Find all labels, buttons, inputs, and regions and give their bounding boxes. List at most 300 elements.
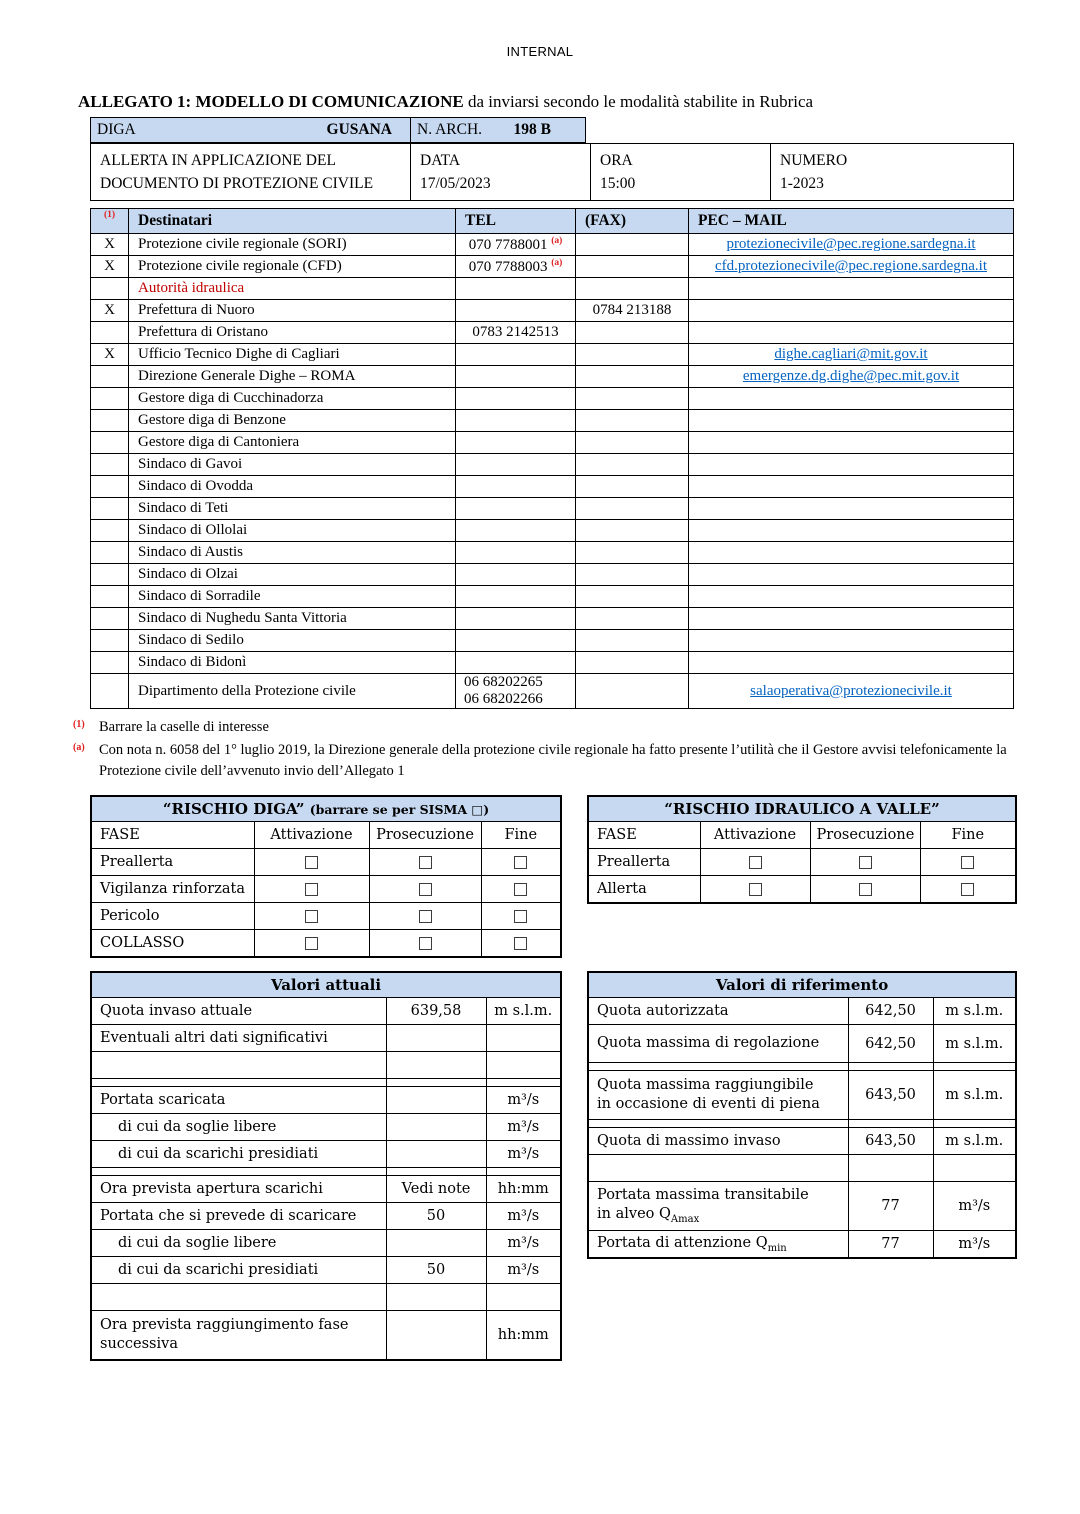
fax-cell	[576, 432, 689, 454]
valore-row	[91, 1257, 561, 1284]
destinatario-name: Sindaco di Gavoi	[129, 454, 456, 476]
pec-cell	[689, 234, 1014, 256]
row-check-cell[interactable]	[91, 608, 129, 630]
arch-label: N. ARCH.	[417, 121, 483, 138]
valore-row	[588, 1063, 1016, 1071]
row-check-cell[interactable]	[91, 498, 129, 520]
row-check-cell[interactable]: X	[91, 234, 129, 256]
row-check-cell[interactable]	[91, 366, 129, 388]
label-subscript: min	[767, 1242, 787, 1254]
col-fax: (FAX)	[576, 209, 689, 234]
valore-row	[588, 998, 1016, 1025]
row-check-cell[interactable]	[91, 520, 129, 542]
valore-value: 50	[386, 1257, 486, 1284]
checkbox-cell	[369, 849, 481, 876]
checkbox-icon[interactable]	[419, 937, 432, 950]
destinatario-name: Sindaco di Teti	[129, 498, 456, 520]
fax-cell	[576, 476, 689, 498]
checkbox-cell	[700, 876, 810, 904]
rischio-diga-table	[90, 795, 562, 958]
rischio-diga-title-row	[91, 796, 561, 822]
footnote-text: Barrare la caselle di interesse	[99, 719, 269, 735]
valore-value	[848, 1120, 933, 1128]
destinatari-row	[91, 520, 1014, 542]
pec-mail-link[interactable]: emergenze.dg.dighe@pec.mit.gov.it	[742, 368, 960, 384]
checkbox-icon[interactable]	[859, 856, 872, 869]
valore-row	[588, 1025, 1016, 1063]
row-check-cell[interactable]	[91, 410, 129, 432]
diga-value: GUSANA	[326, 121, 392, 138]
valore-unit: m³/s	[933, 1182, 1016, 1231]
valore-unit	[486, 1025, 561, 1052]
fase-row	[91, 930, 561, 958]
date-label: DATA	[420, 151, 461, 169]
dam-header-row	[91, 118, 586, 143]
row-check-cell[interactable]	[91, 454, 129, 476]
destinatario-name: Prefettura di Oristano	[129, 322, 456, 344]
col-pec-mail: PEC – MAIL	[689, 209, 1014, 234]
valore-row	[91, 1168, 561, 1176]
fax-cell	[576, 652, 689, 674]
row-check-cell[interactable]	[91, 278, 129, 300]
tel-cell	[456, 344, 576, 366]
checkbox-cell	[369, 876, 481, 903]
arch-cell	[411, 118, 586, 143]
pec-cell	[689, 256, 1014, 278]
pec-cell	[689, 454, 1014, 476]
tel-cell	[456, 542, 576, 564]
destinatario-name: Ufficio Tecnico Dighe di Cagliari	[129, 344, 456, 366]
valore-value	[386, 1284, 486, 1311]
valore-label: Ora prevista apertura scarichi	[91, 1176, 386, 1203]
checkbox-cell	[254, 876, 369, 903]
valore-value	[386, 1079, 486, 1087]
col-destinatari: Destinatari	[129, 209, 456, 234]
tel-cell	[456, 410, 576, 432]
checkbox-cell	[920, 876, 1016, 904]
valore-label	[91, 1079, 386, 1087]
checkbox-cell	[481, 903, 561, 930]
valore-label	[91, 1284, 386, 1311]
tel-cell	[456, 652, 576, 674]
valore-label: di cui da scarichi presidiati	[91, 1141, 386, 1168]
checkbox-cell	[369, 903, 481, 930]
footnotes-block	[73, 717, 1028, 782]
valore-row	[91, 1230, 561, 1257]
valore-unit	[486, 1284, 561, 1311]
col-prosecuzione: Prosecuzione	[810, 822, 920, 849]
destinatario-name: Sindaco di Olzai	[129, 564, 456, 586]
title-regular: da inviarsi secondo le modalità stabilite in Rubrica	[463, 92, 814, 111]
destinatario-name: Autorità idraulica	[129, 278, 456, 300]
valore-label: Quota autorizzata	[588, 998, 848, 1025]
tel-cell	[456, 498, 576, 520]
valore-value	[386, 1114, 486, 1141]
valore-label: di cui da soglie libere	[91, 1114, 386, 1141]
destinatari-row	[91, 498, 1014, 520]
pec-mail-link[interactable]: salaoperativa@protezionecivile.it	[750, 682, 952, 699]
checkbox-cell	[481, 849, 561, 876]
destinatario-name: Sindaco di Sedilo	[129, 630, 456, 652]
destinatari-row	[91, 366, 1014, 388]
fax-cell	[576, 454, 689, 476]
valore-value: 642,50	[848, 1025, 933, 1063]
pec-cell	[689, 586, 1014, 608]
alert-title-line2: DOCUMENTO DI PROTEZIONE CIVILE	[100, 175, 374, 192]
fax-cell	[576, 344, 689, 366]
tel-cell	[456, 388, 576, 410]
checkbox-cell	[254, 849, 369, 876]
checkbox-icon[interactable]	[419, 856, 432, 869]
valore-label: Quota di massimo invaso	[588, 1128, 848, 1155]
valore-label: Portata scaricata	[91, 1087, 386, 1114]
destinatari-row	[91, 234, 1014, 256]
footnote-ref-marker: (1)	[103, 210, 116, 220]
valore-row	[91, 1025, 561, 1052]
col-attivazione: Attivazione	[700, 822, 810, 849]
fax-cell	[576, 278, 689, 300]
valore-value: 77	[848, 1231, 933, 1259]
valore-value: Vedi note	[386, 1176, 486, 1203]
valore-unit: hh:mm	[486, 1176, 561, 1203]
checkbox-icon[interactable]	[419, 910, 432, 923]
destinatari-row	[91, 542, 1014, 564]
checkbox-icon[interactable]	[305, 883, 318, 896]
checkbox-icon[interactable]	[419, 883, 432, 896]
valore-row	[91, 1203, 561, 1230]
valori-attuali-title: Valori attuali	[91, 972, 561, 998]
fase-label: Preallerta	[91, 849, 254, 876]
valore-row	[91, 1176, 561, 1203]
valore-unit	[486, 1052, 561, 1079]
col-fine: Fine	[920, 822, 1016, 849]
pec-cell	[689, 344, 1014, 366]
rischio-diga-title-cell	[91, 796, 561, 822]
checkbox-icon[interactable]	[305, 937, 318, 950]
fax-cell	[576, 234, 689, 256]
checkbox-cell	[369, 930, 481, 958]
time-value: 15:00	[600, 175, 636, 192]
valore-label	[91, 1168, 386, 1176]
rischio-valle-title-row	[588, 796, 1016, 822]
destinatari-row	[91, 476, 1014, 498]
row-check-cell[interactable]: X	[91, 300, 129, 322]
checkbox-icon[interactable]	[514, 910, 527, 923]
destinatario-name: Protezione civile regionale (CFD)	[129, 256, 456, 278]
pec-cell	[689, 520, 1014, 542]
valore-value: 50	[386, 1203, 486, 1230]
checkbox-icon[interactable]	[514, 883, 527, 896]
number-value: 1-2023	[780, 175, 824, 192]
alert-title-cell	[91, 144, 411, 201]
checkbox-icon[interactable]	[514, 856, 527, 869]
tel-cell: 0783 2142513	[456, 322, 576, 344]
number-cell	[771, 144, 1014, 201]
alert-header-table	[90, 143, 1014, 201]
destinatari-row	[91, 608, 1014, 630]
valore-row	[588, 1120, 1016, 1128]
pec-cell	[689, 432, 1014, 454]
valore-unit: m³/s	[486, 1203, 561, 1230]
row-check-cell[interactable]	[91, 432, 129, 454]
tel-cell	[456, 432, 576, 454]
valore-unit	[486, 1079, 561, 1087]
tel-cell: 06 68202265 06 68202266	[456, 674, 576, 709]
fase-label: Pericolo	[91, 903, 254, 930]
destinatari-table	[90, 208, 1014, 709]
destinatario-name: Dipartimento della Protezione civile	[129, 674, 456, 709]
pec-cell	[689, 674, 1014, 709]
checkbox-cell	[810, 849, 920, 876]
tel-cell	[456, 366, 576, 388]
valore-unit	[486, 1168, 561, 1176]
row-check-cell[interactable]	[91, 586, 129, 608]
label-subscript: Amax	[670, 1213, 700, 1225]
checkbox-icon[interactable]	[514, 937, 527, 950]
destinatario-name: Sindaco di Ovodda	[129, 476, 456, 498]
destinatario-name: Gestore diga di Benzone	[129, 410, 456, 432]
valore-label: di cui da scarichi presidiati	[91, 1257, 386, 1284]
destinatario-name: Direzione Generale Dighe – ROMA	[129, 366, 456, 388]
destinatari-row	[91, 432, 1014, 454]
valore-unit: hh:mm	[486, 1311, 561, 1361]
fase-row	[91, 903, 561, 930]
valore-value	[386, 1052, 486, 1079]
fax-cell	[576, 256, 689, 278]
fax-cell	[576, 498, 689, 520]
valore-row	[91, 1311, 561, 1361]
valore-label: Quota massima di regolazione	[588, 1025, 848, 1063]
col-prosecuzione: Prosecuzione	[369, 822, 481, 849]
destinatario-name: Protezione civile regionale (SORI)	[129, 234, 456, 256]
valore-row	[588, 1071, 1016, 1120]
pec-cell	[689, 498, 1014, 520]
fase-label: Preallerta	[588, 849, 700, 876]
tel-footnote-marker: (a)	[551, 257, 563, 268]
arch-value: 198 B	[513, 121, 551, 138]
valore-label: Portata di attenzione $Q_{min}$	[588, 1231, 848, 1259]
checkbox-icon[interactable]	[961, 856, 974, 869]
valore-unit: m³/s	[486, 1141, 561, 1168]
valore-unit: m³/s	[933, 1231, 1016, 1259]
footnote	[73, 740, 1028, 782]
destinatari-row	[91, 410, 1014, 432]
valore-value	[386, 1168, 486, 1176]
row-check-cell[interactable]: X	[91, 256, 129, 278]
pec-mail-link[interactable]: dighe.cagliari@mit.gov.it	[774, 346, 928, 362]
destinatari-row	[91, 586, 1014, 608]
tel-cell	[456, 586, 576, 608]
valore-label: Eventuali altri dati significativi	[91, 1025, 386, 1052]
row-check-cell[interactable]	[91, 564, 129, 586]
valore-value	[386, 1141, 486, 1168]
pec-mail-link[interactable]: cfd.protezionecivile@pec.regione.sardegna.it	[714, 258, 988, 274]
footnote	[73, 717, 1028, 738]
diga-cell	[91, 118, 411, 143]
checkbox-icon[interactable]	[749, 856, 762, 869]
tel-footnote-marker: (a)	[551, 235, 563, 246]
destinatari-header-row	[91, 209, 1014, 234]
fax-cell	[576, 388, 689, 410]
valore-label	[588, 1155, 848, 1182]
date-cell	[411, 144, 591, 201]
destinatari-row	[91, 630, 1014, 652]
valore-value: 643,50	[848, 1128, 933, 1155]
rischio-valle-table	[587, 795, 1017, 904]
row-check-cell[interactable]	[91, 674, 129, 709]
valore-label: Quota massima raggiungibile in occasione di eventi di piena	[588, 1071, 848, 1120]
pec-cell	[689, 410, 1014, 432]
tel-cell	[456, 630, 576, 652]
tel-cell	[456, 564, 576, 586]
tel-cell: 070 7788001 $^{(a)}$	[456, 234, 576, 256]
tel-cell	[456, 520, 576, 542]
valore-label: di cui da soglie libere	[91, 1230, 386, 1257]
row-check-cell[interactable]	[91, 630, 129, 652]
valore-row	[588, 1128, 1016, 1155]
fax-cell	[576, 630, 689, 652]
destinatario-name: Sindaco di Sorradile	[129, 586, 456, 608]
valore-value: 77	[848, 1182, 933, 1231]
valore-row	[91, 998, 561, 1025]
valore-unit	[933, 1155, 1016, 1182]
valore-value	[848, 1155, 933, 1182]
pec-cell	[689, 476, 1014, 498]
pec-cell	[689, 322, 1014, 344]
destinatario-name: Prefettura di Nuoro	[129, 300, 456, 322]
fax-cell	[576, 542, 689, 564]
row-check-cell[interactable]	[91, 388, 129, 410]
fax-cell	[576, 322, 689, 344]
tel-cell	[456, 454, 576, 476]
alert-header-row	[91, 144, 1014, 201]
row-check-cell[interactable]	[91, 652, 129, 674]
row-check-cell[interactable]	[91, 322, 129, 344]
valore-value: 643,50	[848, 1071, 933, 1120]
rischio-valle-title: “RISCHIO IDRAULICO A VALLE”	[664, 800, 940, 819]
valore-unit: m s.l.m.	[933, 998, 1016, 1025]
alert-title-line1: ALLERTA IN APPLICAZIONE DEL	[100, 151, 336, 169]
valore-row	[91, 1052, 561, 1079]
valore-value: 642,50	[848, 998, 933, 1025]
checkbox-icon[interactable]	[305, 856, 318, 869]
destinatari-row	[91, 344, 1014, 366]
valore-unit: m s.l.m.	[933, 1071, 1016, 1120]
checkbox-cell	[481, 930, 561, 958]
checkbox-icon[interactable]	[305, 910, 318, 923]
rischio-diga-columns-row	[91, 822, 561, 849]
fase-row	[91, 876, 561, 903]
tel-cell: 070 7788003 $^{(a)}$	[456, 256, 576, 278]
valore-unit: m s.l.m.	[933, 1128, 1016, 1155]
rischio-diga-sisma-note: (barrare se per SISMA □)	[309, 802, 490, 818]
pec-cell	[689, 300, 1014, 322]
checkbox-icon[interactable]	[859, 883, 872, 896]
valore-row	[588, 1182, 1016, 1231]
destinatari-row	[91, 652, 1014, 674]
footnote-marker: (a)	[73, 742, 85, 754]
dam-header-table	[90, 117, 586, 143]
time-cell	[591, 144, 771, 201]
row-check-cell[interactable]	[91, 476, 129, 498]
fase-row	[91, 849, 561, 876]
valore-value	[386, 1311, 486, 1361]
destinatario-name: Sindaco di Bidonì	[129, 652, 456, 674]
tel-cell	[456, 300, 576, 322]
destinatario-name: Sindaco di Nughedu Santa Vittoria	[129, 608, 456, 630]
destinatari-row	[91, 674, 1014, 709]
pec-cell	[689, 388, 1014, 410]
destinatari-row	[91, 256, 1014, 278]
tel-cell	[456, 278, 576, 300]
col-tel: TEL	[456, 209, 576, 234]
destinatario-name: Sindaco di Ollolai	[129, 520, 456, 542]
valore-unit	[933, 1120, 1016, 1128]
pec-cell	[689, 542, 1014, 564]
internal-watermark: INTERNAL	[506, 44, 574, 59]
destinatari-row	[91, 454, 1014, 476]
fax-cell	[576, 586, 689, 608]
rischio-valle-columns-row	[588, 822, 1016, 849]
valore-row	[91, 1114, 561, 1141]
pec-cell	[689, 278, 1014, 300]
footnote-marker: (1)	[73, 719, 85, 730]
destinatari-row	[91, 300, 1014, 322]
valore-unit: m³/s	[486, 1230, 561, 1257]
valore-value	[386, 1230, 486, 1257]
footnote-text: Con nota n. 6058 del 1° luglio 2019, la Direzione generale della protezione civile regionale ha fatto presente l’utilità che il Gestore avvisi telefonicamente la Protezione civile dell’avvenuto invio dell’Allegato 1	[99, 742, 1007, 780]
fax-cell	[576, 366, 689, 388]
valore-unit: m s.l.m.	[486, 998, 561, 1025]
title-bold: ALLEGATO 1: MODELLO DI COMUNICAZIONE	[78, 92, 464, 111]
valore-label	[588, 1120, 848, 1128]
checkbox-icon[interactable]	[961, 883, 974, 896]
valore-row	[91, 1284, 561, 1311]
rischio-diga-title: “RISCHIO DIGA”	[162, 800, 310, 819]
col-fase: FASE	[91, 822, 254, 849]
checkbox-cell	[481, 876, 561, 903]
fase-label: Allerta	[588, 876, 700, 904]
valore-unit: m³/s	[486, 1257, 561, 1284]
date-value: 17/05/2023	[420, 175, 491, 192]
row-check-cell[interactable]	[91, 542, 129, 564]
valori-riferimento-title-row	[588, 972, 1016, 998]
destinatario-name: Gestore diga di Cantoniera	[129, 432, 456, 454]
valore-value	[386, 1087, 486, 1114]
destinatario-name: Sindaco di Austis	[129, 542, 456, 564]
checkbox-icon[interactable]	[749, 883, 762, 896]
valore-row	[91, 1079, 561, 1087]
pec-mail-link[interactable]: protezionecivile@pec.regione.sardegna.it	[726, 236, 976, 252]
ref-marker-cell	[91, 209, 129, 234]
fax-cell: 0784 213188	[576, 300, 689, 322]
row-check-cell[interactable]: X	[91, 344, 129, 366]
valore-unit	[933, 1063, 1016, 1071]
pec-cell	[689, 608, 1014, 630]
valore-row	[91, 1087, 561, 1114]
pec-cell	[689, 652, 1014, 674]
fax-cell	[576, 564, 689, 586]
page-title	[78, 92, 1028, 112]
fase-row	[588, 849, 1016, 876]
checkbox-cell	[254, 930, 369, 958]
checkbox-cell	[700, 849, 810, 876]
fase-row	[588, 876, 1016, 904]
valore-unit: m³/s	[486, 1087, 561, 1114]
valore-label: Portata che si prevede di scaricare	[91, 1203, 386, 1230]
valore-label: Quota invaso attuale	[91, 998, 386, 1025]
pec-cell	[689, 564, 1014, 586]
